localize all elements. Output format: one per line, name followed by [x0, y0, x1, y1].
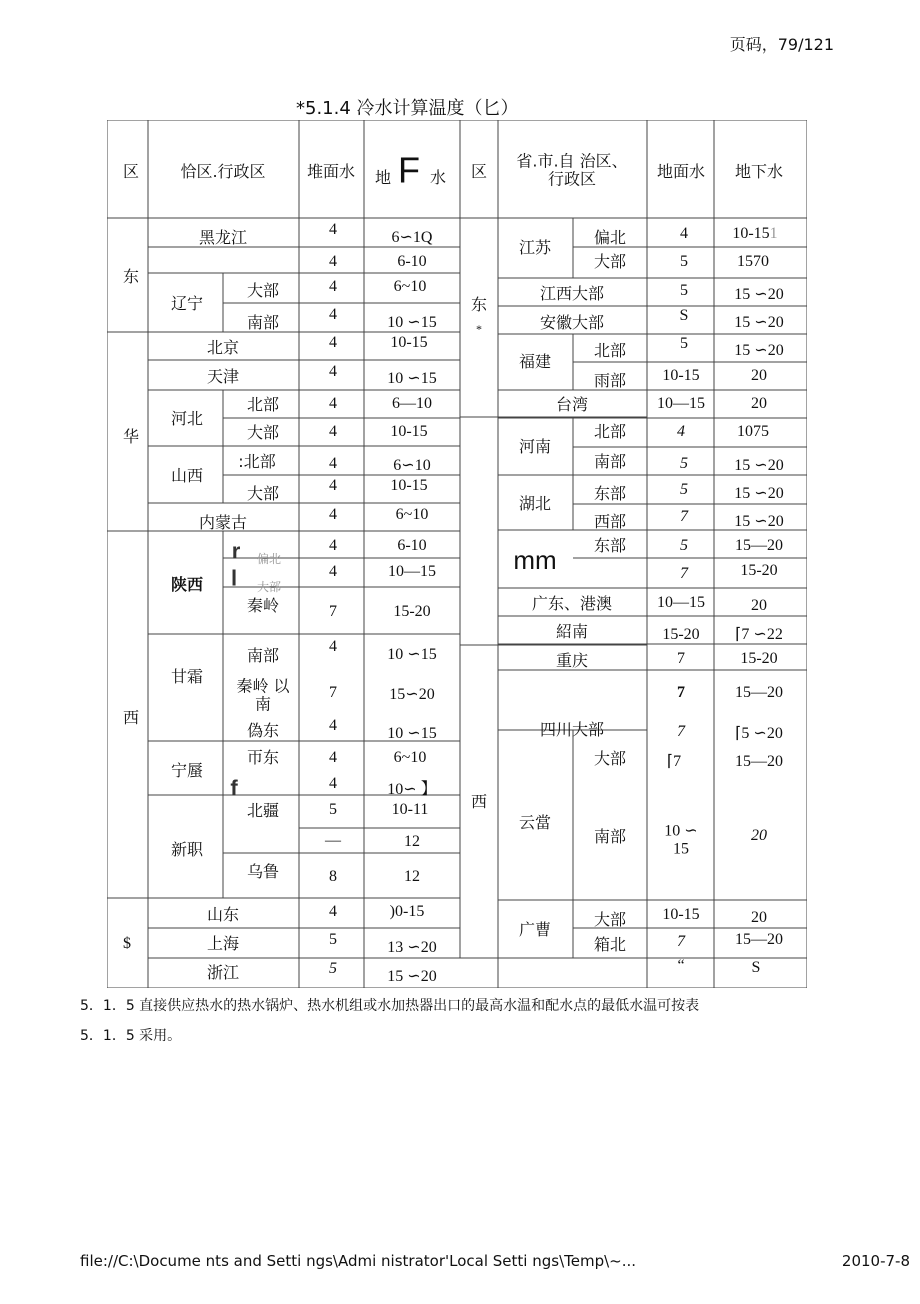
value-cell: 5 — [680, 454, 688, 472]
value-cell: 15 ∽20 — [734, 341, 784, 359]
value-cell: 4 — [329, 252, 337, 270]
area-fujian-beibu: 北部 — [593, 340, 627, 360]
value-cell: 10 ∽15 — [387, 645, 437, 663]
value-cell: 13 ∽20 — [387, 938, 437, 956]
area-shaanxi-qinling: 秦岭 — [246, 595, 280, 615]
province-sichuan: 四川大部 — [539, 719, 605, 739]
value-cell: — — [325, 831, 341, 849]
value-cell: 10—15 — [388, 562, 436, 580]
province-yunnan: 云當 — [518, 812, 552, 832]
area-guangcao-xiangbei: 箱北 — [593, 934, 627, 954]
region-east-left: 东 — [122, 266, 140, 286]
area-xinjiang-wulu: 乌鲁 — [246, 861, 280, 881]
header-ground-char2: F — [398, 149, 420, 191]
value-cell: 6~10 — [395, 505, 429, 523]
province-jiangxi: 江西大部 — [539, 283, 605, 303]
area-shanxi-dabu: 大部 — [246, 483, 280, 503]
footer-file-path: file://C:\Docume nts and Setti ngs\Admi nistrator'Local Setti ngs\Temp\~... — [80, 1252, 637, 1270]
value-text: 10-15 — [732, 224, 770, 242]
value-cell: 4 — [329, 454, 337, 472]
value-cell: 12 — [404, 867, 420, 885]
value-cell: 7 — [329, 602, 337, 620]
cold-water-temperature-table — [107, 120, 807, 988]
value-cell: 10-15 — [662, 366, 700, 384]
value-cell: 20 — [751, 826, 767, 844]
value-cell: 7 — [677, 722, 685, 740]
region-dollar-left: $ — [123, 934, 131, 952]
value-cell: 5 — [329, 800, 337, 818]
value-cell: 4 — [680, 224, 688, 242]
value-cell: 7 — [680, 507, 688, 525]
value-cell: 4 — [329, 748, 337, 766]
value-cell: 15—20 — [735, 752, 783, 770]
value-cell: 5 — [329, 930, 337, 948]
area-liaoning-dabu: 大部 — [246, 280, 280, 300]
value-cell: 1075 — [737, 422, 769, 440]
area-hebei-beibu: 北部 — [246, 394, 280, 414]
value-cell: 15—20 — [735, 930, 783, 948]
value-cell: 4 — [329, 422, 337, 440]
value-cell: 20 — [751, 366, 767, 384]
area-jiangsu-dabu: 大部 — [593, 251, 627, 271]
value-cell: 15 ∽20 — [734, 484, 784, 502]
value-cell: 6∽1Q — [391, 228, 433, 246]
province-shandong: 山东 — [206, 904, 240, 924]
value-cell: 7 — [677, 649, 685, 667]
area-fujian-yubu: 雨部 — [593, 370, 627, 390]
value-cell: 10-15 — [390, 333, 428, 351]
value-cell: 20 — [751, 596, 767, 614]
value-cell: 4 — [329, 277, 337, 295]
province-shanghai: 上海 — [206, 933, 240, 953]
value-cell: 7 — [677, 932, 685, 950]
province-ningxia: 宁蜃 — [170, 760, 204, 780]
value-cell: 10-15 — [390, 422, 428, 440]
province-liaoning: 辽宁 — [170, 293, 204, 313]
province-jiangsu: 江苏 — [518, 237, 552, 257]
value-cell: )0-15 — [389, 902, 425, 920]
area-jiangsu-pianbei: 偏北 — [593, 227, 627, 247]
value-cell: 15 ∽20 — [734, 313, 784, 331]
value-cell: 6-10 — [397, 536, 427, 554]
province-guangdong: 广东、港澳 — [531, 593, 613, 613]
area-hubei-xibu: 西部 — [593, 511, 627, 531]
value-cell: 10-15 — [662, 905, 700, 923]
area-xinjiang-beijiang: 北疆 — [246, 800, 280, 820]
value-cell: 15-20 — [662, 625, 700, 643]
province-hebei: 河北 — [170, 408, 204, 428]
value-cell: S — [751, 958, 761, 976]
area-shaanxi-sub1: 偏北 — [256, 552, 282, 567]
province-neimenggu: 内蒙古 — [198, 512, 248, 532]
table-title: *5.1.4 冷水计算温度（匕） — [296, 98, 519, 119]
value-cell: ⌈7 — [666, 752, 682, 770]
region-east-star: * — [476, 322, 482, 337]
value-cell: 4 — [329, 476, 337, 494]
area-yunnan-dabu: 大部 — [593, 748, 627, 768]
province-gansu: 甘霜 — [170, 666, 204, 686]
region-east-right: 东 — [470, 294, 488, 314]
fragment-l: l — [230, 565, 238, 591]
value-cell: 5 — [680, 281, 688, 299]
province-shaanxi: 陕西 — [170, 574, 204, 594]
area-shaanxi-sub2: 大部 — [256, 580, 282, 595]
value-cell: 7 — [680, 564, 688, 582]
region-north-left: 华 — [122, 426, 140, 446]
value-cell: 10 ∽15 — [387, 724, 437, 742]
header-province: 恰区.行政区 — [180, 161, 266, 181]
value-cell: 4 — [329, 305, 337, 323]
value-cell: 15 ∽20 — [387, 967, 437, 985]
header-ground-water-right: 地下水 — [734, 161, 784, 181]
value-cell: 4 — [329, 333, 337, 351]
region-west-right: 西 — [470, 791, 488, 811]
value-cell: S — [679, 306, 689, 324]
province-fujian: 福建 — [518, 351, 552, 371]
value-cell: 15∽20 — [389, 685, 435, 703]
area-henan-nanbu: 南部 — [593, 451, 627, 471]
header-ground-char3: 水 — [429, 167, 447, 187]
value-cell: 4 — [329, 505, 337, 523]
area-henan-beibu: 北部 — [593, 421, 627, 441]
value-cell: 6~10 — [393, 748, 427, 766]
paragraph-line-1: 5．1．5 直接供应热水的热水锅炉、热水机组或水加热器出口的最高水温和配水点的最低水温可按表 — [80, 998, 700, 1014]
value-cell: 6—10 — [392, 394, 432, 412]
value-cell: 1570 — [737, 252, 769, 270]
area-ningxia-sub: 帀东 — [246, 747, 280, 767]
value-cell: 4 — [329, 220, 337, 238]
header-province-right: 省.市.自 治区、 行政区 — [516, 151, 628, 189]
value-cell: 5 — [680, 252, 688, 270]
value-cell: 10-15 — [390, 476, 428, 494]
area-shanxi-beibu: :北部 — [238, 451, 276, 471]
province-shaonan: 紹南 — [555, 621, 589, 641]
value-cell: 15-20 — [740, 649, 778, 667]
province-mm: mm — [513, 545, 557, 576]
province-tianjin: 天津 — [206, 366, 240, 386]
value-cell: 5 — [680, 334, 688, 352]
value-cell: 15 ∽20 — [734, 285, 784, 303]
value-cell: 20 — [751, 908, 767, 926]
footer-date: 2010-7-8 — [841, 1252, 910, 1270]
value-cell: 10—15 — [657, 593, 705, 611]
area-yunnan-nanbu: 南部 — [593, 826, 627, 846]
value-cell: 8 — [329, 867, 337, 885]
value-cell — [732, 225, 777, 243]
value-cell: 5 — [680, 536, 688, 554]
value-cell: 4 — [329, 362, 337, 380]
area-hubei-dongbu: 东部 — [593, 483, 627, 503]
province-beijing: 北京 — [206, 337, 240, 357]
value-cell: 4 — [329, 562, 337, 580]
area-gansu-weidong: 偽东 — [246, 720, 280, 740]
paragraph-line-2: 5．1．5 采用。 — [80, 1028, 182, 1044]
value-cell: 7 — [677, 683, 685, 701]
area-mm-dongbu: 东部 — [593, 535, 627, 555]
fragment-r: r — [231, 538, 241, 564]
area-liaoning-nanbu: 南部 — [246, 312, 280, 332]
header-surface-water: 堆面水 — [306, 161, 356, 181]
value-cell: 15 ∽20 — [734, 512, 784, 530]
province-chongqing: 重庆 — [555, 650, 589, 670]
header-surface-water-right: 地面水 — [656, 161, 706, 181]
value-cell: 12 — [404, 832, 420, 850]
value-cell: 10 ∽15 — [387, 369, 437, 387]
value-cell: 4 — [329, 536, 337, 554]
value-cell: 15—20 — [735, 536, 783, 554]
province-heilongjiang: 黑龙江 — [198, 227, 248, 247]
value-cell: 6~10 — [393, 277, 427, 295]
value-cell: 4 — [677, 422, 685, 440]
value-cell: 4 — [329, 774, 337, 792]
province-henan: 河南 — [518, 436, 552, 456]
value-cell: 15—20 — [735, 683, 783, 701]
province-xinjiang: 新职 — [170, 839, 204, 859]
value-cell: 4 — [329, 394, 337, 412]
value-cell: 6∽10 — [393, 456, 431, 474]
province-guangcao: 广曹 — [518, 919, 552, 939]
value-cell: 10-11 — [391, 800, 429, 818]
fragment-f: f — [230, 775, 238, 801]
value-cell: 4 — [329, 902, 337, 920]
province-anhui: 安徽大部 — [539, 312, 605, 332]
table-grid — [107, 120, 807, 988]
value-cell: 15-20 — [393, 602, 431, 620]
area-gansu-nanbu: 南部 — [246, 645, 280, 665]
value-cell: 4 — [329, 637, 337, 655]
region-west-left: 西 — [122, 707, 140, 727]
value-cell: 4 — [329, 716, 337, 734]
value-cell: 10 ∽ 15 — [664, 822, 698, 858]
value-cell: ⌈5 ∽20 — [735, 724, 783, 742]
value-text-faded: 1 — [769, 224, 778, 242]
value-cell: 7 — [329, 683, 337, 701]
area-gansu-qinling: 秦岭 以 南 — [236, 676, 290, 714]
province-shanxi: 山西 — [170, 465, 204, 485]
value-cell: 5 — [329, 959, 337, 977]
value-cell: 15 ∽20 — [734, 456, 784, 474]
province-hubei: 湖北 — [518, 493, 552, 513]
header-region-right: 区 — [470, 161, 488, 181]
area-guangcao-dabu: 大部 — [593, 909, 627, 929]
value-cell: 6-10 — [397, 252, 427, 270]
value-cell: 15-20 — [740, 561, 778, 579]
header-ground-char1: 地 — [374, 167, 392, 187]
value-cell: 10∽ 】 — [387, 780, 437, 798]
header-region: 区 — [122, 161, 140, 181]
area-hebei-dabu: 大部 — [246, 422, 280, 442]
value-cell: 5 — [680, 480, 688, 498]
value-cell: 10 ∽15 — [387, 313, 437, 331]
province-taiwan: 台湾 — [555, 394, 589, 414]
page-number: 页码，79/121 — [729, 35, 834, 54]
value-cell: 20 — [751, 394, 767, 412]
value-cell: ⌈7 ∽22 — [735, 625, 783, 643]
value-cell: 10—15 — [657, 394, 705, 412]
province-zhejiang: 浙江 — [206, 962, 240, 982]
value-cell: “ — [677, 956, 685, 974]
